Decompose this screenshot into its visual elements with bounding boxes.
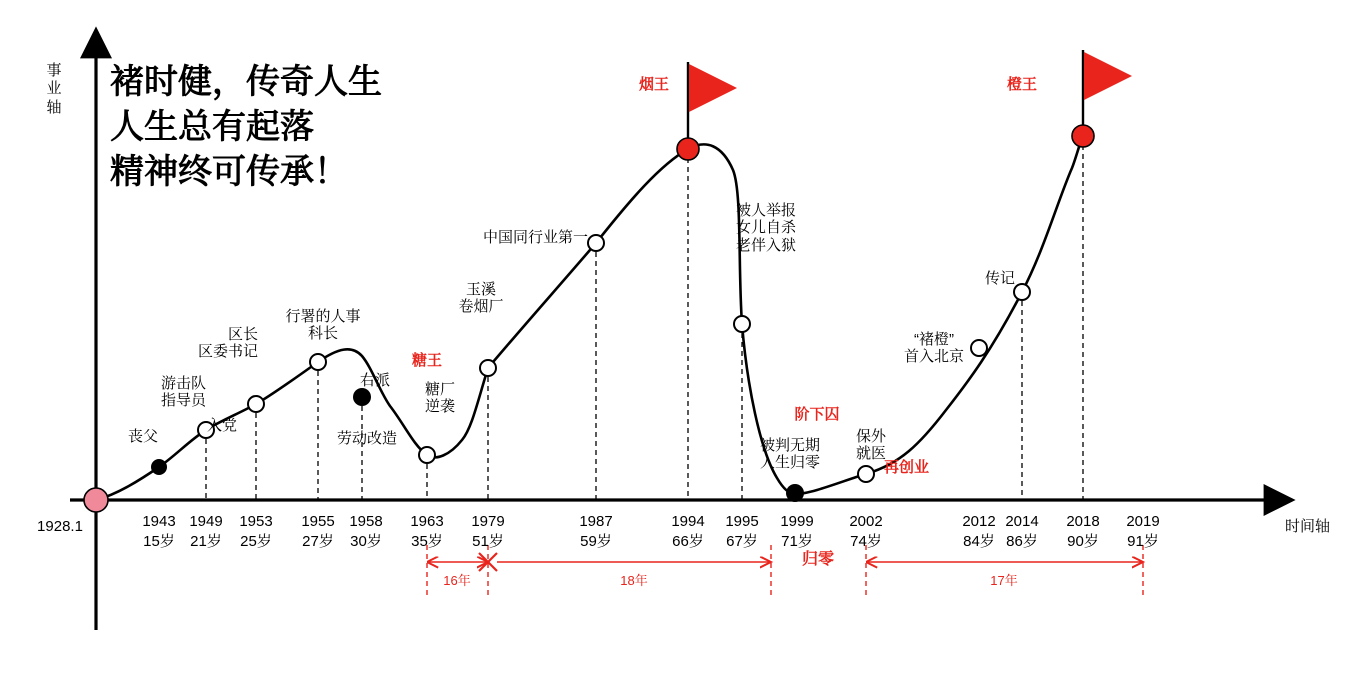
x-axis-label: 时间轴	[1285, 518, 1331, 535]
title-line-1: 褚时健，传奇人生	[110, 63, 382, 101]
node-1963	[419, 447, 435, 463]
title-line-3: 精神终可传承！	[110, 152, 348, 191]
tick-2019: 2019 91岁	[1126, 513, 1160, 551]
node-1943	[151, 459, 167, 475]
span-label-17: 17年	[990, 573, 1018, 588]
label-1949: 游击队 指导员	[160, 375, 206, 410]
node-2002	[858, 466, 874, 482]
label-1963-sub: 糖厂 逆袭	[424, 381, 456, 416]
node-1958	[353, 388, 371, 406]
tick-1955: 1955 27岁	[301, 513, 335, 551]
label-1953-sub: 入党	[207, 417, 238, 434]
label-2002: 保外 就医	[855, 428, 887, 463]
label-1987: 中国同行业第一	[482, 229, 588, 246]
node-2012	[971, 340, 987, 356]
label-1995: 被人举报 女儿自杀 老伴入狱	[736, 202, 797, 254]
span-label-18: 18年	[620, 573, 648, 588]
tick-1953: 1953 25岁	[239, 513, 273, 551]
label-1999-sub: 被判无期 人生归零	[759, 437, 821, 472]
node-1987	[588, 235, 604, 251]
node-1994	[677, 138, 699, 160]
span-label-0: 归零	[801, 551, 835, 568]
label-1994: 烟王	[638, 76, 670, 93]
tick-1994: 1994 66岁	[671, 513, 705, 551]
tick-2002: 2002 74岁	[849, 513, 883, 551]
node-2014	[1014, 284, 1030, 300]
node-1999	[786, 484, 804, 502]
flag-1994	[688, 62, 737, 149]
label-1955: 行署的人事 科长	[285, 308, 361, 343]
tick-1999: 1999 71岁	[780, 513, 814, 551]
tick-2012: 2012 84岁	[962, 513, 996, 551]
label-1958: 右派	[359, 372, 391, 389]
y-axis-label: 事 业 轴	[46, 62, 62, 116]
origin-label: 1928.1	[37, 518, 83, 535]
label-1953: 区长 区委书记	[197, 326, 258, 361]
tick-2014: 2014 86岁	[1005, 513, 1039, 551]
chart-title	[110, 60, 382, 195]
label-1958-sub: 劳动改造	[336, 430, 398, 447]
node-1953	[248, 396, 264, 412]
node-origin	[84, 488, 108, 512]
tick-1943: 1943 15岁	[142, 513, 176, 551]
tick-1979: 1979 51岁	[471, 513, 505, 551]
label-2012: “褚橙” 首入北京	[903, 331, 965, 366]
span-label-16: 16年	[443, 573, 471, 588]
tick-1987: 1987 59岁	[579, 513, 613, 551]
node-1979	[480, 360, 496, 376]
title-line-2: 人生总有起落	[110, 107, 314, 146]
tick-2018: 2018 90岁	[1066, 513, 1100, 551]
label-1963: 糖王	[411, 352, 443, 369]
flag-2018	[1083, 50, 1132, 136]
node-1955	[310, 354, 326, 370]
label-1979: 玉溪 卷烟厂	[458, 281, 504, 316]
tick-1949: 1949 21岁	[189, 513, 223, 551]
label-2014: 传记	[984, 270, 1016, 287]
label-2018: 橙王	[1006, 76, 1038, 93]
node-1995	[734, 316, 750, 332]
tick-1958: 1958 30岁	[349, 513, 383, 551]
label-1943: 丧父	[127, 428, 159, 445]
label-1999: 阶下囚	[794, 406, 840, 423]
tick-1995: 1995 67岁	[725, 513, 759, 551]
label-2002-sub: 再创业	[884, 459, 930, 476]
tick-1963: 1963 35岁	[410, 513, 444, 551]
node-2018	[1072, 125, 1094, 147]
